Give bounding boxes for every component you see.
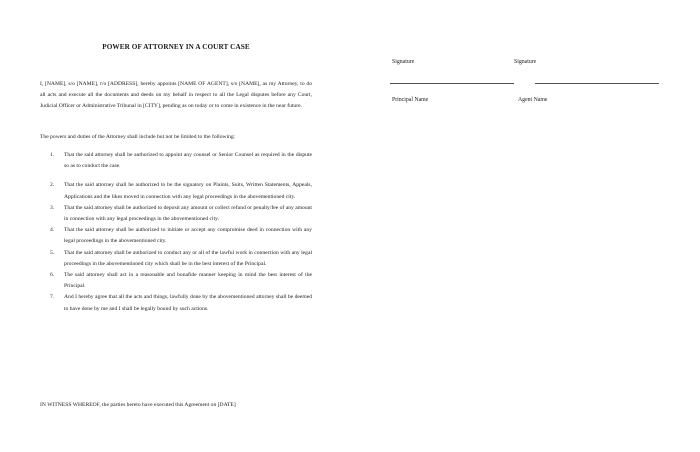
list-item <box>40 248 312 270</box>
list-item <box>40 150 312 172</box>
agent-signature-label: Signature <box>514 59 537 65</box>
list-item <box>40 225 312 247</box>
list-item-text: That the said attorney shall be authorized to be the signatory on Plaints, Suits, Written Statements, Appeals, Applications and the likes moved in connection with any legal proceedings in the abovementioned city. <box>64 182 312 200</box>
list-item-number: 6. <box>50 272 55 279</box>
list-item-number: 3. <box>50 204 55 211</box>
list-item-text: The said attorney shall act in a reasonable and bonafide manner keeping in mind the best interest of the Principal. <box>64 272 312 290</box>
list-item-text: That the said attorney shall be authorized to initiate or accept any compromise deed in connection with any legal proceedings in the abovementioned city. <box>64 227 312 245</box>
powers-intro-paragraph: The powers and duties of the Attorney shall include but not be limited to the following: <box>40 134 236 140</box>
list-item-text: That the said attorney shall be authorized to appoint any counsel or Senior Counsel as required in the dispute so as to conduct the case. <box>64 152 312 170</box>
powers-list <box>40 150 312 315</box>
list-item-number: 4. <box>50 227 55 234</box>
list-item-number: 1. <box>50 152 55 158</box>
agent-signature-line <box>535 83 659 84</box>
list-item-text: That the said attorney shall be authorized to deposit any amount or collect refund or penalty/fee of any amount in connection with any legal proceedings in the abovementioned city. <box>64 204 312 223</box>
list-item-number: 2. <box>50 182 55 189</box>
list-item <box>40 292 312 314</box>
list-item <box>40 270 312 292</box>
list-item-number: 5. <box>50 249 55 256</box>
principal-signature-label: Signature <box>392 59 415 65</box>
document-body <box>40 40 312 408</box>
list-item <box>40 180 312 202</box>
list-item <box>40 203 312 225</box>
witness-statement: IN WITNESS WHEREOF, the parties hereto have executed this Agreement on [DATE] <box>40 402 236 408</box>
list-item-number: 7. <box>50 294 55 301</box>
principal-signature-line <box>390 83 514 84</box>
principal-name-label: Principal Name <box>392 97 429 103</box>
agent-name-label: Agent Name <box>518 97 548 103</box>
intro-paragraph: I, [NAME], s/o [NAME], r/o [ADDRESS], hereby appoints [NAME OF AGENT], s/o [NAME], as my Attorney, to do all acts and execute all the documents and deeds on my behalf in respect to all the Legal disputes before any Court, Judicial Officer or Administrative Tribunal in [CITY], pending as on today or to come in existence in the near future. <box>40 81 312 110</box>
list-item-text: And I hereby agree that all the acts and things, lawfully done by the abovementioned attorney shall be deemed to have done by me and I shall be legally bound by such actions. <box>64 294 312 312</box>
list-item-text: That the said attorney shall be authorized to conduct any or all of the lawful work in connection with any legal proceedings in the abovementioned city which shall be in the best interest of the Principal. <box>64 249 312 267</box>
document-title: POWER OF ATTORNEY IN A COURT CASE <box>102 43 250 51</box>
